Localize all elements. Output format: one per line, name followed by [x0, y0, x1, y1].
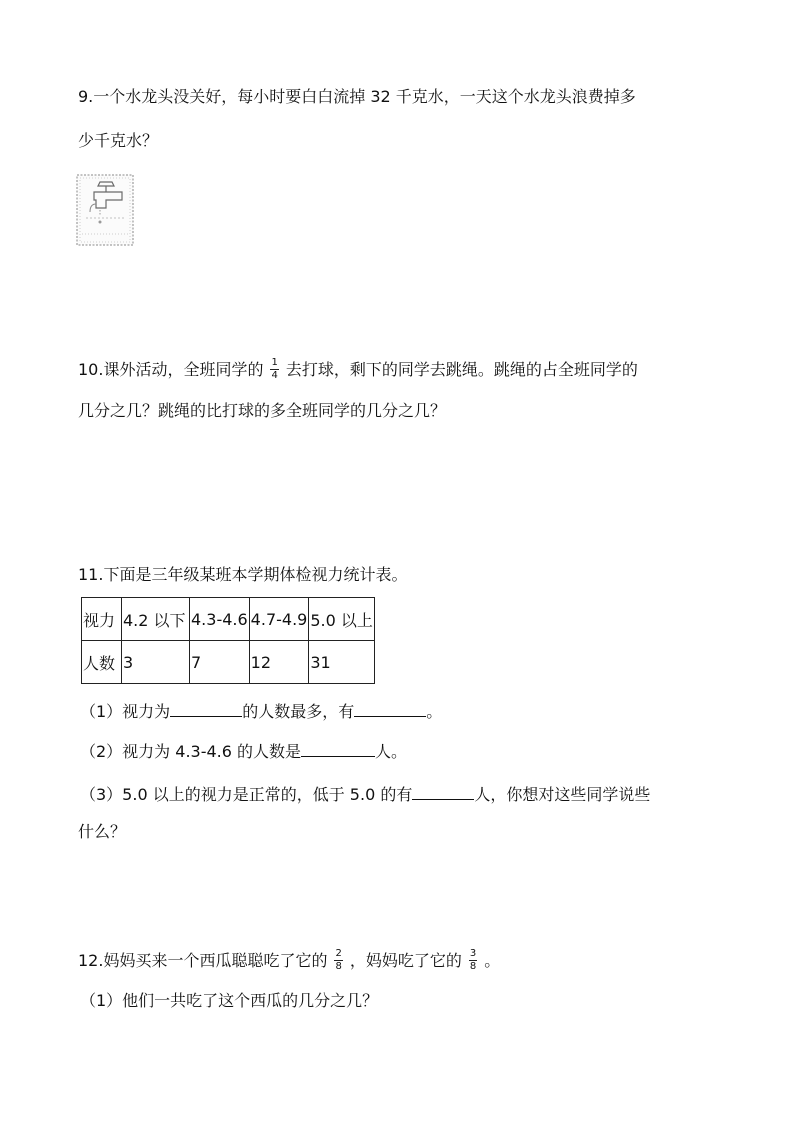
table-cell: 4.3-4.6 — [190, 598, 250, 641]
table-cell: 人数 — [82, 641, 122, 684]
q10-fraction-denominator: 4 — [271, 370, 278, 381]
q11-sub1-text-c: 。 — [426, 702, 443, 721]
q10-prefix: 10.课外活动，全班同学的 — [78, 360, 264, 379]
answer-blank[interactable] — [354, 702, 426, 717]
q12-fraction-1 — [334, 949, 342, 972]
q11-sub1 — [80, 702, 442, 720]
q11-title: 11.下面是三年级某班本学期体检视力统计表。 — [78, 565, 408, 584]
vision-statistics-table — [81, 597, 375, 684]
q12-fraction-2-numerator: 3 — [469, 948, 477, 959]
answer-blank[interactable] — [412, 785, 474, 800]
q11-sub1-text-a: （1）视力为 — [80, 702, 171, 721]
table-cell: 视力 — [82, 598, 122, 641]
table-cell: 4.2 以下 — [122, 598, 190, 641]
q11-sub2-text-b: 人。 — [375, 742, 408, 761]
table-cell: 7 — [190, 641, 250, 684]
table-cell: 31 — [309, 641, 375, 684]
table-cell: 3 — [122, 641, 190, 684]
table-cell: 4.7-4.9 — [249, 598, 309, 641]
q12-middle: ，妈妈吃了它的 — [349, 951, 462, 970]
q9-text-line1: 9.一个水龙头没关好，每小时要白白流掉 32 千克水，一天这个水龙头浪费掉多 — [78, 87, 636, 106]
q10-text-line2: 几分之几？跳绳的比打球的多全班同学的几分之几？ — [78, 401, 447, 420]
q11-sub3-text-b: 人，你想对这些同学说些 — [474, 785, 651, 804]
q12-sub1: （1）他们一共吃了这个西瓜的几分之几？ — [80, 991, 379, 1010]
q10-suffix: 去打球，剩下的同学去跳绳。跳绳的占全班同学的 — [285, 360, 638, 379]
q10-fraction — [270, 358, 278, 381]
q11-sub2-text-a: （2）视力为 4.3-4.6 的人数是 — [80, 742, 302, 761]
q9-text-line2: 少千克水？ — [78, 131, 159, 150]
q10-fraction-numerator: 1 — [271, 357, 278, 368]
q11-sub3-line1 — [80, 785, 650, 803]
q12-prefix: 12.妈妈买来一个西瓜聪聪吃了它的 — [78, 951, 328, 970]
q10-text-line1 — [78, 359, 638, 382]
q12-fraction-1-denominator: 8 — [335, 961, 342, 972]
q11-sub2 — [80, 742, 407, 760]
q12-suffix: 。 — [484, 951, 501, 970]
q11-sub3-text-a: （3）5.0 以上的视力是正常的，低于 5.0 的有 — [80, 785, 413, 804]
q12-fraction-1-numerator: 2 — [335, 948, 342, 959]
q12-fraction-2-denominator: 8 — [469, 961, 477, 972]
answer-blank[interactable] — [301, 742, 375, 757]
table-cell: 5.0 以上 — [309, 598, 375, 641]
faucet-icon — [76, 174, 134, 246]
table-row — [82, 598, 375, 641]
q12-text-line1 — [78, 950, 500, 973]
table-cell: 12 — [249, 641, 309, 684]
q11-sub3-line2: 什么？ — [78, 822, 127, 841]
faucet-illustration — [76, 174, 134, 246]
q11-sub1-text-b: 的人数最多，有 — [242, 702, 355, 721]
table-row — [82, 641, 375, 684]
q12-fraction-2 — [469, 949, 477, 972]
answer-blank[interactable] — [170, 702, 242, 717]
